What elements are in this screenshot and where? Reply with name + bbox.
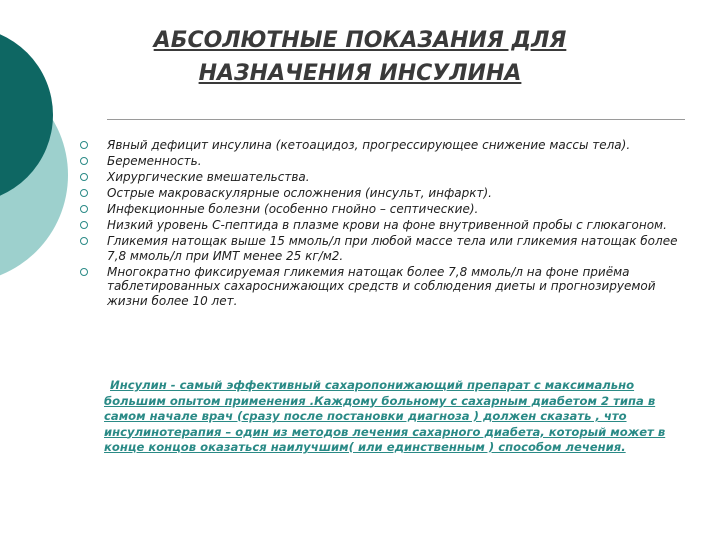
list-item — [80, 170, 680, 185]
list-item-text: Низкий уровень С-пептида в плазме крови на фоне внутривенной пробы с глюкагоном. — [107, 218, 667, 232]
list-item — [80, 218, 680, 233]
list-item — [80, 154, 680, 169]
page-title — [110, 24, 610, 90]
title-line-2: НАЗНАЧЕНИЯ ИНСУЛИНА — [198, 61, 522, 86]
list-item-text: Острые макроваскулярные осложнения (инсульт, инфаркт). — [107, 186, 492, 200]
list-item — [80, 202, 680, 217]
indications-list — [80, 138, 680, 310]
list-item-text: Хирургические вмешательства. — [107, 170, 310, 184]
list-item — [80, 138, 680, 153]
title-line-1: АБСОЛЮТНЫЕ ПОКАЗАНИЯ ДЛЯ — [153, 28, 567, 53]
list-item-text: Многократно фиксируемая гликемия натощак более 7,8 ммоль/л на фоне приёма таблетированных сахароснижающих средств и соблюдения диеты и прогнозируемой жизни более 10 лет. — [107, 264, 656, 308]
circle-bullet-icon — [80, 268, 88, 276]
circle-bullet-icon — [80, 221, 88, 229]
circle-bullet-icon — [80, 173, 88, 181]
circle-bullet-icon — [80, 141, 88, 149]
title-divider — [107, 119, 685, 120]
circle-bullet-icon — [80, 205, 88, 213]
list-item-text: Беременность. — [107, 154, 202, 168]
circle-bullet-icon — [80, 157, 88, 165]
list-item-text: Инфекционные болезни (особенно гнойно – септические). — [107, 202, 479, 216]
list-item-text: Гликемия натощак выше 15 ммоль/л при любой массе тела или гликемия натощак более 7,8 ммоль/л при ИМТ менее 25 кг/м2. — [107, 234, 678, 263]
list-item — [80, 186, 680, 201]
circle-bullet-icon — [80, 237, 88, 245]
conclusion-paragraph: Инсулин - самый эффективный сахаропонижающий препарат с максимально большим опытом применения .Каждому больному с сахарным диабетом 2 типа в самом начале врач (сразу после постановки диагноза ) должен сказать , что инсулинотерапия – один из методов лечения сахарного диабета, который может в конце концов оказаться наилучшим( или единственным ) способом лечения. — [104, 378, 666, 454]
circle-bullet-icon — [80, 189, 88, 197]
list-item — [80, 265, 680, 309]
list-item — [80, 234, 680, 263]
list-item-text: Явный дефицит инсулина (кетоацидоз, прогрессирующее снижение массы тела). — [107, 138, 631, 152]
